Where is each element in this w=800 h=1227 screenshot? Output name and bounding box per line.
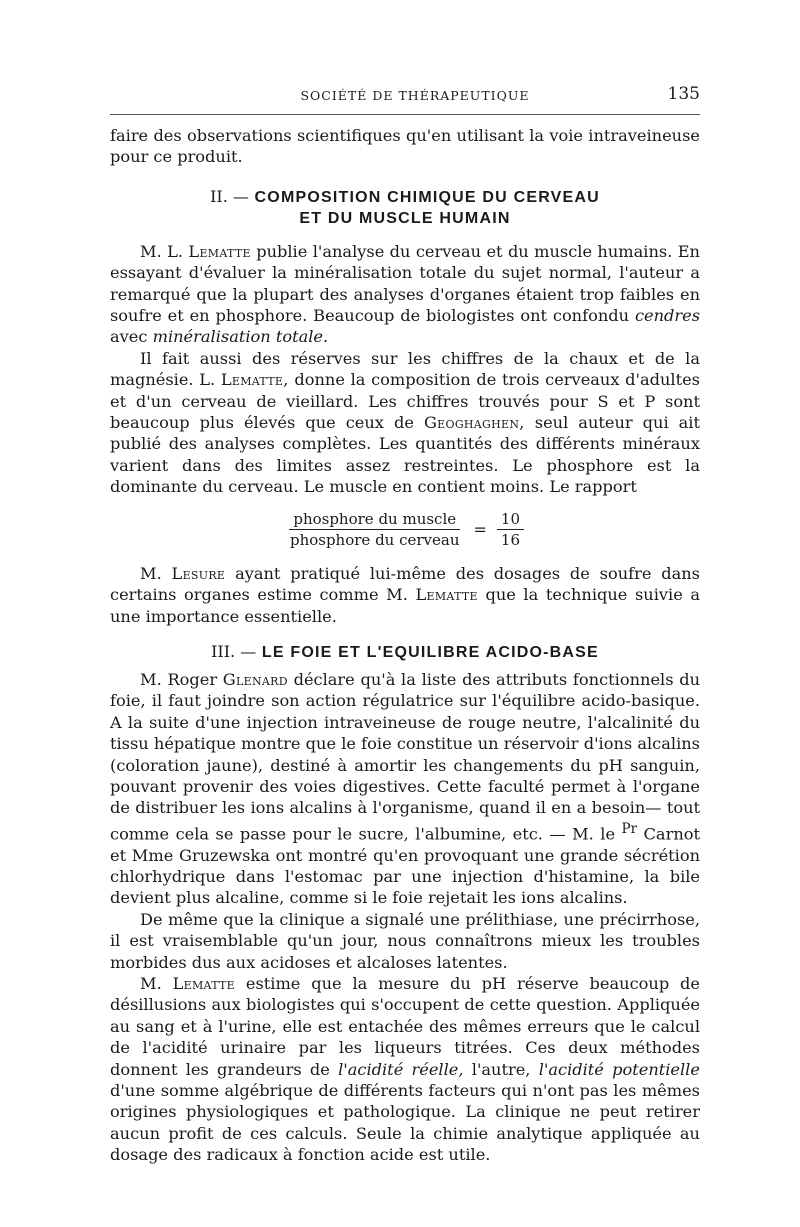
superscript: Pr	[621, 820, 638, 837]
author-name: Lematte	[188, 241, 251, 261]
section-2-paragraph-2	[110, 348, 700, 498]
text-span: d'une somme algébrique de différents facteurs qui n'ont pas les mêmes origines physiologiques et pathologique. La clinique ne peut retirer aucun profit de ces calculs. Seule la chimie analytique appliquée au dosage des radicaux à fonction acide est utile.	[110, 1081, 700, 1165]
author-name: Lematte,	[220, 370, 289, 390]
emphasis: minéralisation totale.	[152, 327, 329, 347]
section-3-numeral: III. —	[211, 641, 257, 661]
text-span: M.	[140, 973, 162, 993]
intro-paragraph: faire des observations scientifiques qu'en utilisant la voie intraveineuse pour ce produit.	[110, 126, 700, 167]
author-name: Glenard	[222, 669, 288, 689]
author-name: Geoghaghen,	[423, 413, 525, 433]
section-3-paragraph-1	[110, 669, 700, 909]
text-span: publie l'analyse du cerveau et du muscle humains. En essayant d'évaluer la minéralisation totale du sujet normal, l'auteur a remarqué que la plupart des analyses d'organes étaient trop faibles en soufre et en phosphore. Beaucoup de biologistes ont confondu	[110, 241, 700, 326]
header-rule	[110, 114, 700, 115]
emphasis: l'acidité potentielle	[538, 1059, 700, 1079]
section-3-paragraph-2: De même que la clinique a signalé une prélithiase, une précirrhose, il est vraisemblable qu'un jour, nous connaîtrons mieux les troubles morbides dus aux acidoses et alcaloses latentes.	[110, 909, 700, 972]
running-title: SOCIÉTÉ DE THÉRAPEUTIQUE	[300, 88, 530, 103]
page-number: 135	[667, 84, 700, 104]
running-header	[110, 84, 700, 112]
ratio-value-denominator: 16	[500, 530, 521, 549]
text-span: que la technique suivie a une importance essentielle.	[110, 585, 701, 626]
ratio-equation	[110, 510, 700, 549]
section-2-numeral: II. —	[210, 186, 249, 206]
section-3-paragraph-3	[110, 973, 700, 1166]
author-name: Lesure	[171, 563, 226, 583]
section-3-title: LE FOIE ET L'EQUILIBRE ACIDO-BASE	[261, 643, 599, 661]
author-name: Lematte	[172, 973, 236, 993]
text-span: Il fait aussi des réserves sur les chiffres de la chaux et de la magnésie. L.	[110, 348, 700, 390]
section-2-title-line1: COMPOSITION CHIMIQUE DU CERVEAU	[254, 188, 600, 206]
ratio-value-numerator: 10	[497, 510, 524, 530]
text-span: estime que la mesure du pH réserve beaucoup de désillusions aux biologistes qui s'occupent de cette question. Appliquée au sang et à l'urine, elle est entachée des mêmes erreurs que le calcul de l'acidité urinaire par les liqueurs titrées. Ces deux méthodes donnent les grandeurs de	[110, 973, 700, 1079]
text-span: M. L.	[140, 241, 184, 261]
section-3-heading	[110, 641, 700, 663]
author-name: Lematte	[415, 585, 478, 605]
text-span: l'autre,	[471, 1059, 531, 1079]
section-2-title-line2: ET DU MUSCLE HUMAIN	[299, 209, 511, 227]
text-span: avec	[110, 327, 148, 347]
text-span: déclare qu'à la liste des attributs fonctionnels du foie, il faut joindre son action régulatrice sur l'équilibre acido-basique. A la suite d'une injection intraveineuse de rouge neutre, l'alcalinité du tissu hépatique montre que le foie constitue un réservoir d'ions alcalins (coloration jaune), destiné à amortir les changements du pH sanguin, pouvant provenir des voies digestives. Cette faculté permet à l'organe de distribuer les ions alcalins à l'organisme, quand il en a besoin— tout comme cela se passe pour le sucre, l'albumine, etc. — M. le	[110, 669, 701, 844]
ratio-fraction	[286, 510, 464, 549]
section-2-paragraph-3	[110, 563, 700, 627]
ratio-denominator: phosphore du cerveau	[289, 530, 460, 549]
section-2-heading	[110, 186, 700, 229]
text-span: donne la composition de trois cerveaux d'adultes et d'un cerveau de vieillard. Les chiffres trouvés pour S et P sont beaucoup plus élevés que ceux de	[110, 370, 700, 433]
ratio-value	[497, 510, 524, 549]
equals-sign: =	[473, 519, 487, 539]
text-span: seul auteur qui ait publié des analyses complètes. Les quantités des différents minéraux varient dans des limites assez restreintes. Le phosphore est la dominante du cerveau. Le muscle en contient moins. Le rapport	[110, 413, 700, 497]
section-2-paragraph-1	[110, 241, 700, 348]
emphasis: cendres	[634, 306, 700, 326]
emphasis: l'acidité réelle,	[338, 1059, 464, 1079]
text-span: M. Roger	[140, 669, 218, 689]
text-span: Carnot et Mme Gruzewska ont montré qu'en provoquant une grande sécrétion chlorhydrique dans l'estomac par une injection d'histamine, la bile devient plus alcaline, comme si le foie rejetait les ions alcalins.	[110, 824, 700, 908]
ratio-numerator: phosphore du muscle	[289, 510, 460, 530]
text-span: ayant pratiqué lui-même des dosages de soufre dans certains organes estime comme M.	[110, 563, 700, 605]
text-span: M.	[140, 563, 162, 583]
